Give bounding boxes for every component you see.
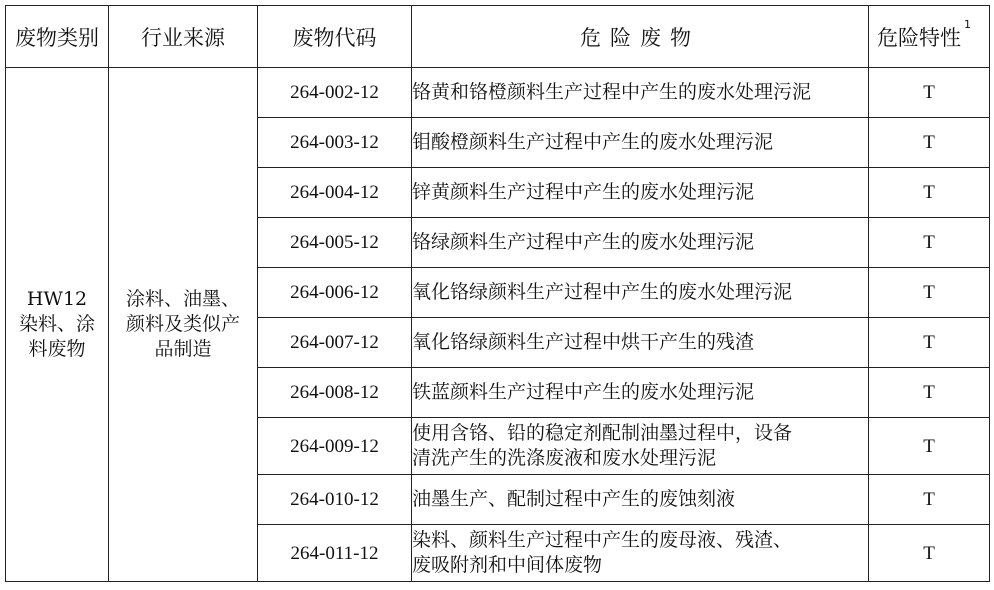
waste-description-cell [412, 218, 869, 268]
header-source: 行业来源 [109, 6, 258, 68]
hazard-property-cell: T [869, 68, 990, 118]
waste-description-cell [412, 368, 869, 418]
waste-code-cell: 264-006-12 [258, 268, 412, 318]
hazard-property-cell: T [869, 218, 990, 268]
waste-code-cell: 264-011-12 [258, 525, 412, 582]
source-line: 品制造 [154, 338, 212, 360]
waste-code-cell: 264-010-12 [258, 475, 412, 525]
hazard-property-cell: T [869, 318, 990, 368]
description-line: 氧化铬绿颜料生产过程中产生的废水处理污泥 [412, 281, 793, 303]
description-line: 废吸附剂和中间体废物 [412, 554, 603, 576]
description-line: 铬绿颜料生产过程中产生的废水处理污泥 [412, 231, 755, 253]
description-line: 铬黄和铬橙颜料生产过程中产生的废水处理污泥 [412, 81, 812, 103]
waste-category-cell [6, 68, 109, 582]
description-line: 锌黄颜料生产过程中产生的废水处理污泥 [412, 181, 755, 203]
hazard-property-cell: T [869, 368, 990, 418]
category-line: HW12 [26, 288, 88, 310]
source-line: 颜料及类似产 [125, 313, 240, 335]
description-line: 油墨生产、配制过程中产生的废蚀刻液 [412, 488, 736, 510]
hazard-property-cell: T [869, 268, 990, 318]
hazard-property-cell: T [869, 418, 990, 475]
waste-description-cell [412, 418, 869, 475]
description-line: 钼酸橙颜料生产过程中产生的废水处理污泥 [412, 131, 774, 153]
waste-code-cell: 264-005-12 [258, 218, 412, 268]
hazard-property-cell: T [869, 525, 990, 582]
header-hazard-property [869, 6, 990, 68]
hazard-property-cell: T [869, 475, 990, 525]
hazardous-waste-table [5, 5, 990, 582]
waste-description-cell [412, 118, 869, 168]
waste-code-cell: 264-003-12 [258, 118, 412, 168]
waste-description-cell [412, 268, 869, 318]
industry-source-cell [109, 68, 258, 582]
waste-code-cell: 264-008-12 [258, 368, 412, 418]
waste-code-cell: 264-004-12 [258, 168, 412, 218]
waste-description-cell [412, 168, 869, 218]
description-line: 清洗产生的洗涤废液和废水处理污泥 [412, 447, 717, 469]
waste-code-cell: 264-007-12 [258, 318, 412, 368]
footnote-marker: 1 [964, 17, 971, 31]
table-row [6, 68, 990, 118]
description-line: 使用含铬、铅的稳定剂配制油墨过程中，设备 [412, 422, 793, 444]
source-line: 涂料、油墨、 [125, 288, 240, 310]
header-row [6, 6, 990, 68]
waste-description-cell [412, 525, 869, 582]
header-category: 废物类别 [6, 6, 109, 68]
hazard-property-cell: T [869, 118, 990, 168]
waste-code-cell: 264-009-12 [258, 418, 412, 475]
header-hazard-description: 危险废物 [412, 6, 869, 68]
waste-description-cell [412, 318, 869, 368]
description-line: 铁蓝颜料生产过程中产生的废水处理污泥 [412, 381, 755, 403]
waste-description-cell [412, 68, 869, 118]
hazard-property-cell: T [869, 168, 990, 218]
waste-code-cell: 264-002-12 [258, 68, 412, 118]
category-line: 料废物 [28, 338, 86, 360]
category-line: 染料、涂 [18, 313, 95, 335]
description-line: 氧化铬绿颜料生产过程中烘干产生的残渣 [412, 331, 755, 353]
header-code: 废物代码 [258, 6, 412, 68]
description-line: 染料、颜料生产过程中产生的废母液、残渣、 [412, 529, 793, 551]
waste-description-cell [412, 475, 869, 525]
header-hazard-property-label: 危险特性 [877, 25, 961, 50]
